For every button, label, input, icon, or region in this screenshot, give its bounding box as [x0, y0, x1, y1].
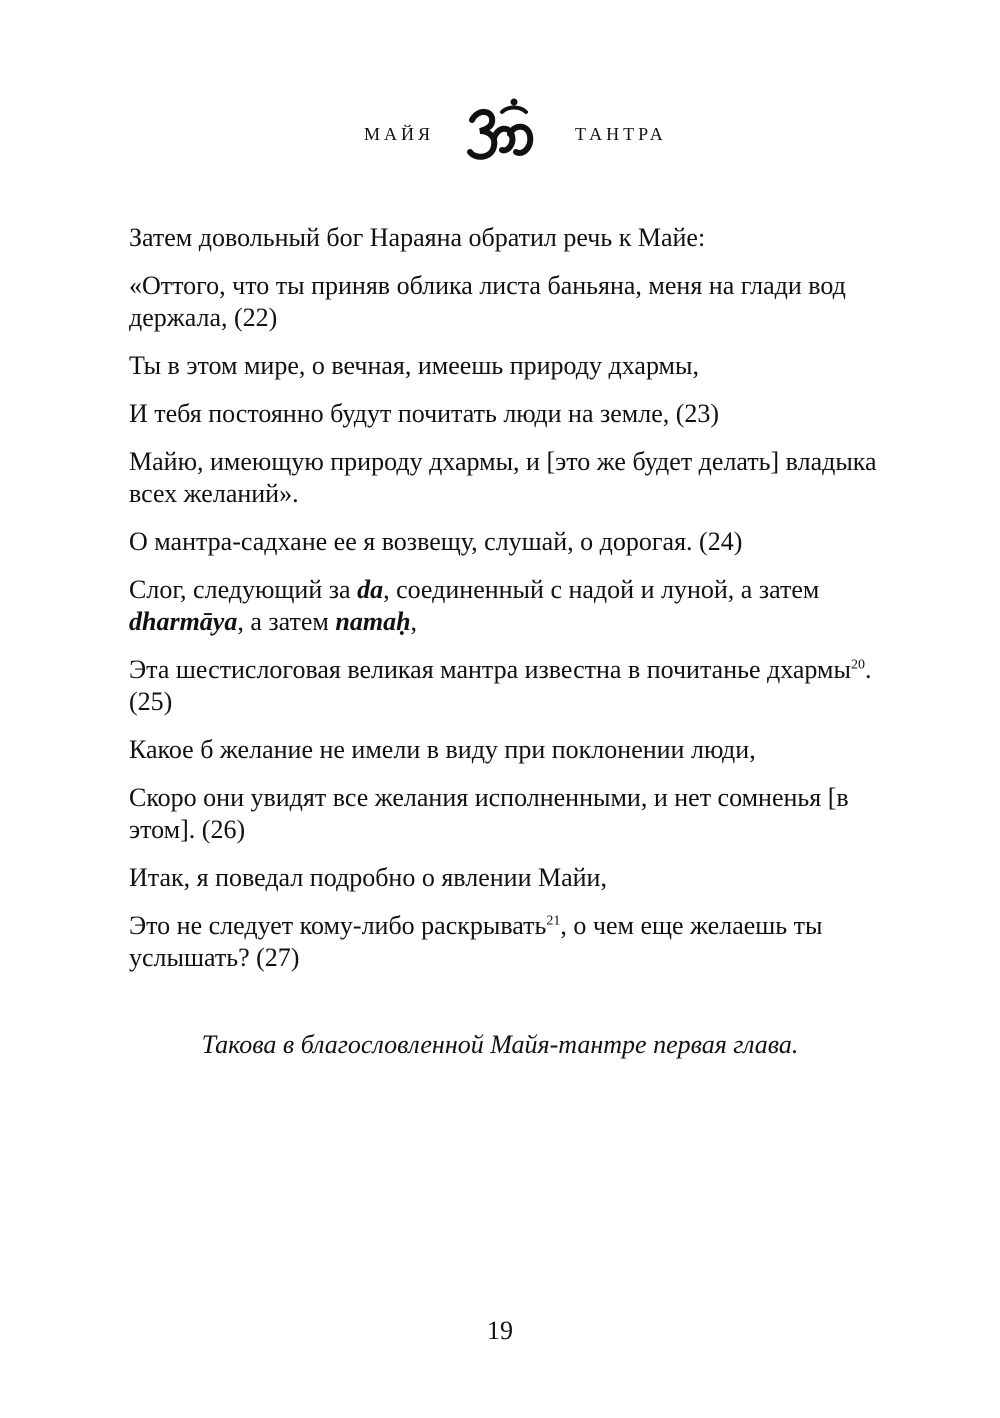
text-run: , — [410, 607, 418, 636]
paragraph: Затем довольный бог Нараяна обратил речь к Майе: — [129, 223, 706, 252]
sanskrit-term: da — [357, 575, 384, 604]
text-run: Слог, следующий за — [129, 575, 358, 604]
paragraph — [129, 910, 889, 974]
sanskrit-term: dharmāya — [129, 607, 238, 636]
text-run: Это не следует кому-либо раскрывать — [129, 911, 547, 940]
paragraph: И тебя постоянно будут почитать люди на земле, (23) — [129, 399, 720, 428]
text-run: , а затем — [237, 607, 336, 636]
text-run: , соединенный с надой и луной, а затем — [383, 575, 820, 604]
footnote-ref[interactable]: 21 — [546, 913, 561, 929]
footnote-ref[interactable]: 20 — [850, 657, 865, 673]
om-symbol-icon — [464, 98, 536, 170]
paragraph: Ты в этом мире, о вечная, имеешь природу дхармы, — [129, 351, 699, 380]
page-number: 19 — [487, 1316, 513, 1345]
sanskrit-term: namaḥ — [335, 607, 411, 636]
header-title-right: ТАНТРА — [575, 124, 667, 144]
text-run: . (25) — [129, 655, 872, 716]
running-header — [0, 98, 1000, 170]
paragraph — [129, 654, 889, 718]
paragraph: Майю, имеющую природу дхармы, и [это же будет делать] владыка всех желаний». — [129, 447, 877, 508]
paragraph: «Оттого, что ты приняв облика листа баньяна, меня на глади вод держала, (22) — [129, 271, 846, 332]
paragraph: Какое б желание не имели в виду при поклонении люди, — [129, 735, 756, 764]
paragraph — [129, 574, 889, 638]
paragraph: Итак, я поведал подробно о явлении Майи, — [129, 863, 607, 892]
verse-text — [129, 222, 889, 990]
chapter-closing-line: Такова в благословленной Майя-тантре первая глава. — [201, 1030, 799, 1059]
paragraph: Скоро они увидят все желания исполненными, и нет сомненья [в этом]. (26) — [129, 783, 849, 844]
paragraph: О мантра-садхане ее я возвещу, слушай, о дорогая. (24) — [129, 527, 743, 556]
text-run: , о чем еще желаешь ты услышать? (27) — [129, 911, 823, 972]
text-run: Эта шестислоговая великая мантра известна в почитанье дхармы — [129, 655, 851, 684]
header-title-left: МАЙЯ — [364, 124, 435, 144]
